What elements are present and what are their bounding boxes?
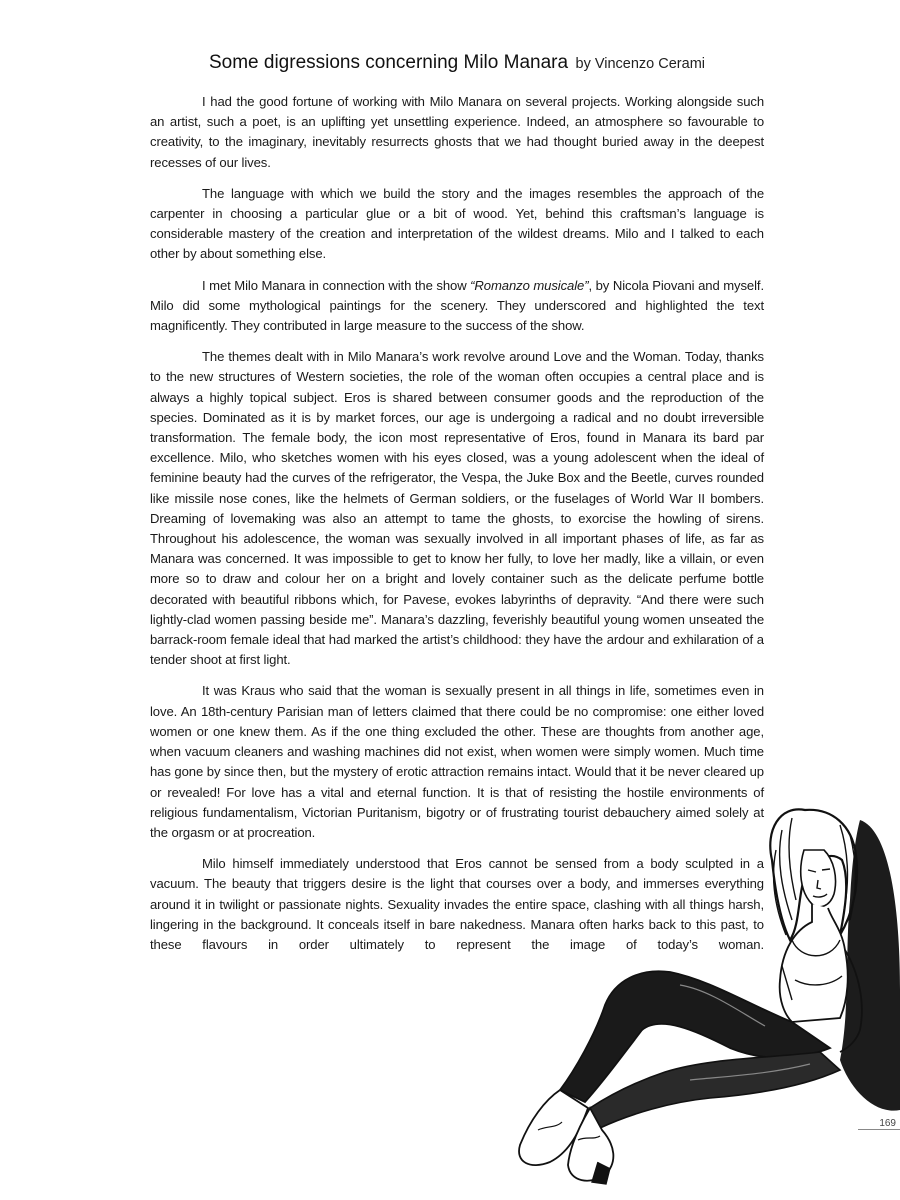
paragraph-1: I had the good fortune of working with Milo Manara on several projects. Working alongside such an artist, such a poet, is an uplifting yet unsettling experience. Indeed, an atmosphere so favourable to creativity, to the imaginary, inevitably resurrects ghosts that we had thought buried away in the deepest recesses of our lives. [150, 94, 764, 170]
paragraph-6: Milo himself immediately understood that Eros cannot be sensed from a body sculpted in a vacuum. The beauty that triggers desire is the light that courses over a body, and immerses everything around it in twilight or passionate nights. Sexuality invades the entire space, clashing with all things harsh, lingering in the background. It conceals itself in bare nakedness. Manara often harks back to this past, to these flavours in order ultimately to represent the image of today’s woman. [150, 856, 764, 952]
paragraph-2: The language with which we build the story and the images resembles the approach of the carpenter in choosing a particular glue or a bit of wood. Yet, behind this craftsman’s language is considerable mastery of the creation and interpretation of the wildest dreams. Milo and I talked to each other by about something else. [150, 185, 764, 262]
article-header [150, 52, 764, 74]
paragraph-3-end: , by Nicola Piovani and myself. Milo did some mythological paintings for the scenery. They underscored and highlighted the text magnificently. They contributed in large measure to the success of the show. [150, 277, 764, 334]
paragraph-3 [150, 276, 764, 337]
lower-leg [590, 1052, 840, 1128]
author-byline: by Vincenzo Cerami [575, 56, 705, 72]
face [801, 850, 836, 907]
page-number: 169 [858, 1118, 900, 1130]
show-title: “Romanzo musicale” [470, 277, 589, 293]
paragraph-5: It was Kraus who said that the woman is sexually present in all things in life, sometimes even in love. An 18th-century Parisian man of letters claimed that there could be no compromise: one either loved women or one knew them. As if the one thing excluded the other. These are thoughts from another age, when vacuum cleaners and washing machines did not exist, when women were simply women. Much time has gone by since then, but the mystery of erotic attraction remains intact. Would that it be never cleared up or revealed! For love has a vital and eternal function. It is that of resisting the hostile environments of religious fundamentalism, Victorian Puritanism, bigotry or of frustrating tourist debauchery aimed solely at the orgasm or at procreation. [150, 683, 764, 840]
torso [780, 904, 848, 1022]
background-shadow [840, 820, 900, 1111]
article-title: Some digressions concerning Milo Manara [208, 52, 569, 73]
woman-sketch-illustration [420, 790, 900, 1200]
paragraph-4: The themes dealt with in Milo Manara’s work revolve around Love and the Woman. Today, thanks to the new structures of Western societies, the role of the woman often occupies a central place and is always a highly topical subject. Eros is shared between consumer goods and the reproduction of the species. Dominated as it is by market forces, our age is undergoing a radical and no doubt irreversible transformation. The female body, the icon most representative of Eros, found in Manara its bard par excellence. Milo, who sketches women with his eyes closed, was a young adolescent when the ideal of feminine beauty had the curves of the refrigerator, the Vespa, the Juke Box and the Beetle, curves rounded like missile nose cones, like the helmets of German soldiers, or the fuselages of World War II bombers. Dreaming of lovemaking was also an attempt to tame the ghosts, to exorcise the howling of sirens. Throughout his adolescence, the woman was sexually involved in all important phases of life, as far as Manara was concerned. It was impossible to get to know her fully, to love her madly, like a villain, or even more so to draw and colour her on a bright and lovely container such as the delicate perfume bottle decorated with beautiful ribbons which, for Pavese, evokes labyrinths of depravity. “And there were such lightly-clad women passing beside me”. Manara’s dazzling, feverishly beautiful young women unseated the barrack-room female ideal that had marked the artist’s childhood: they have the ardour and exhilaration of a tender shoot at first light. [150, 349, 764, 668]
paragraph-3-start: I met Milo Manara in connection with the show [202, 277, 471, 293]
